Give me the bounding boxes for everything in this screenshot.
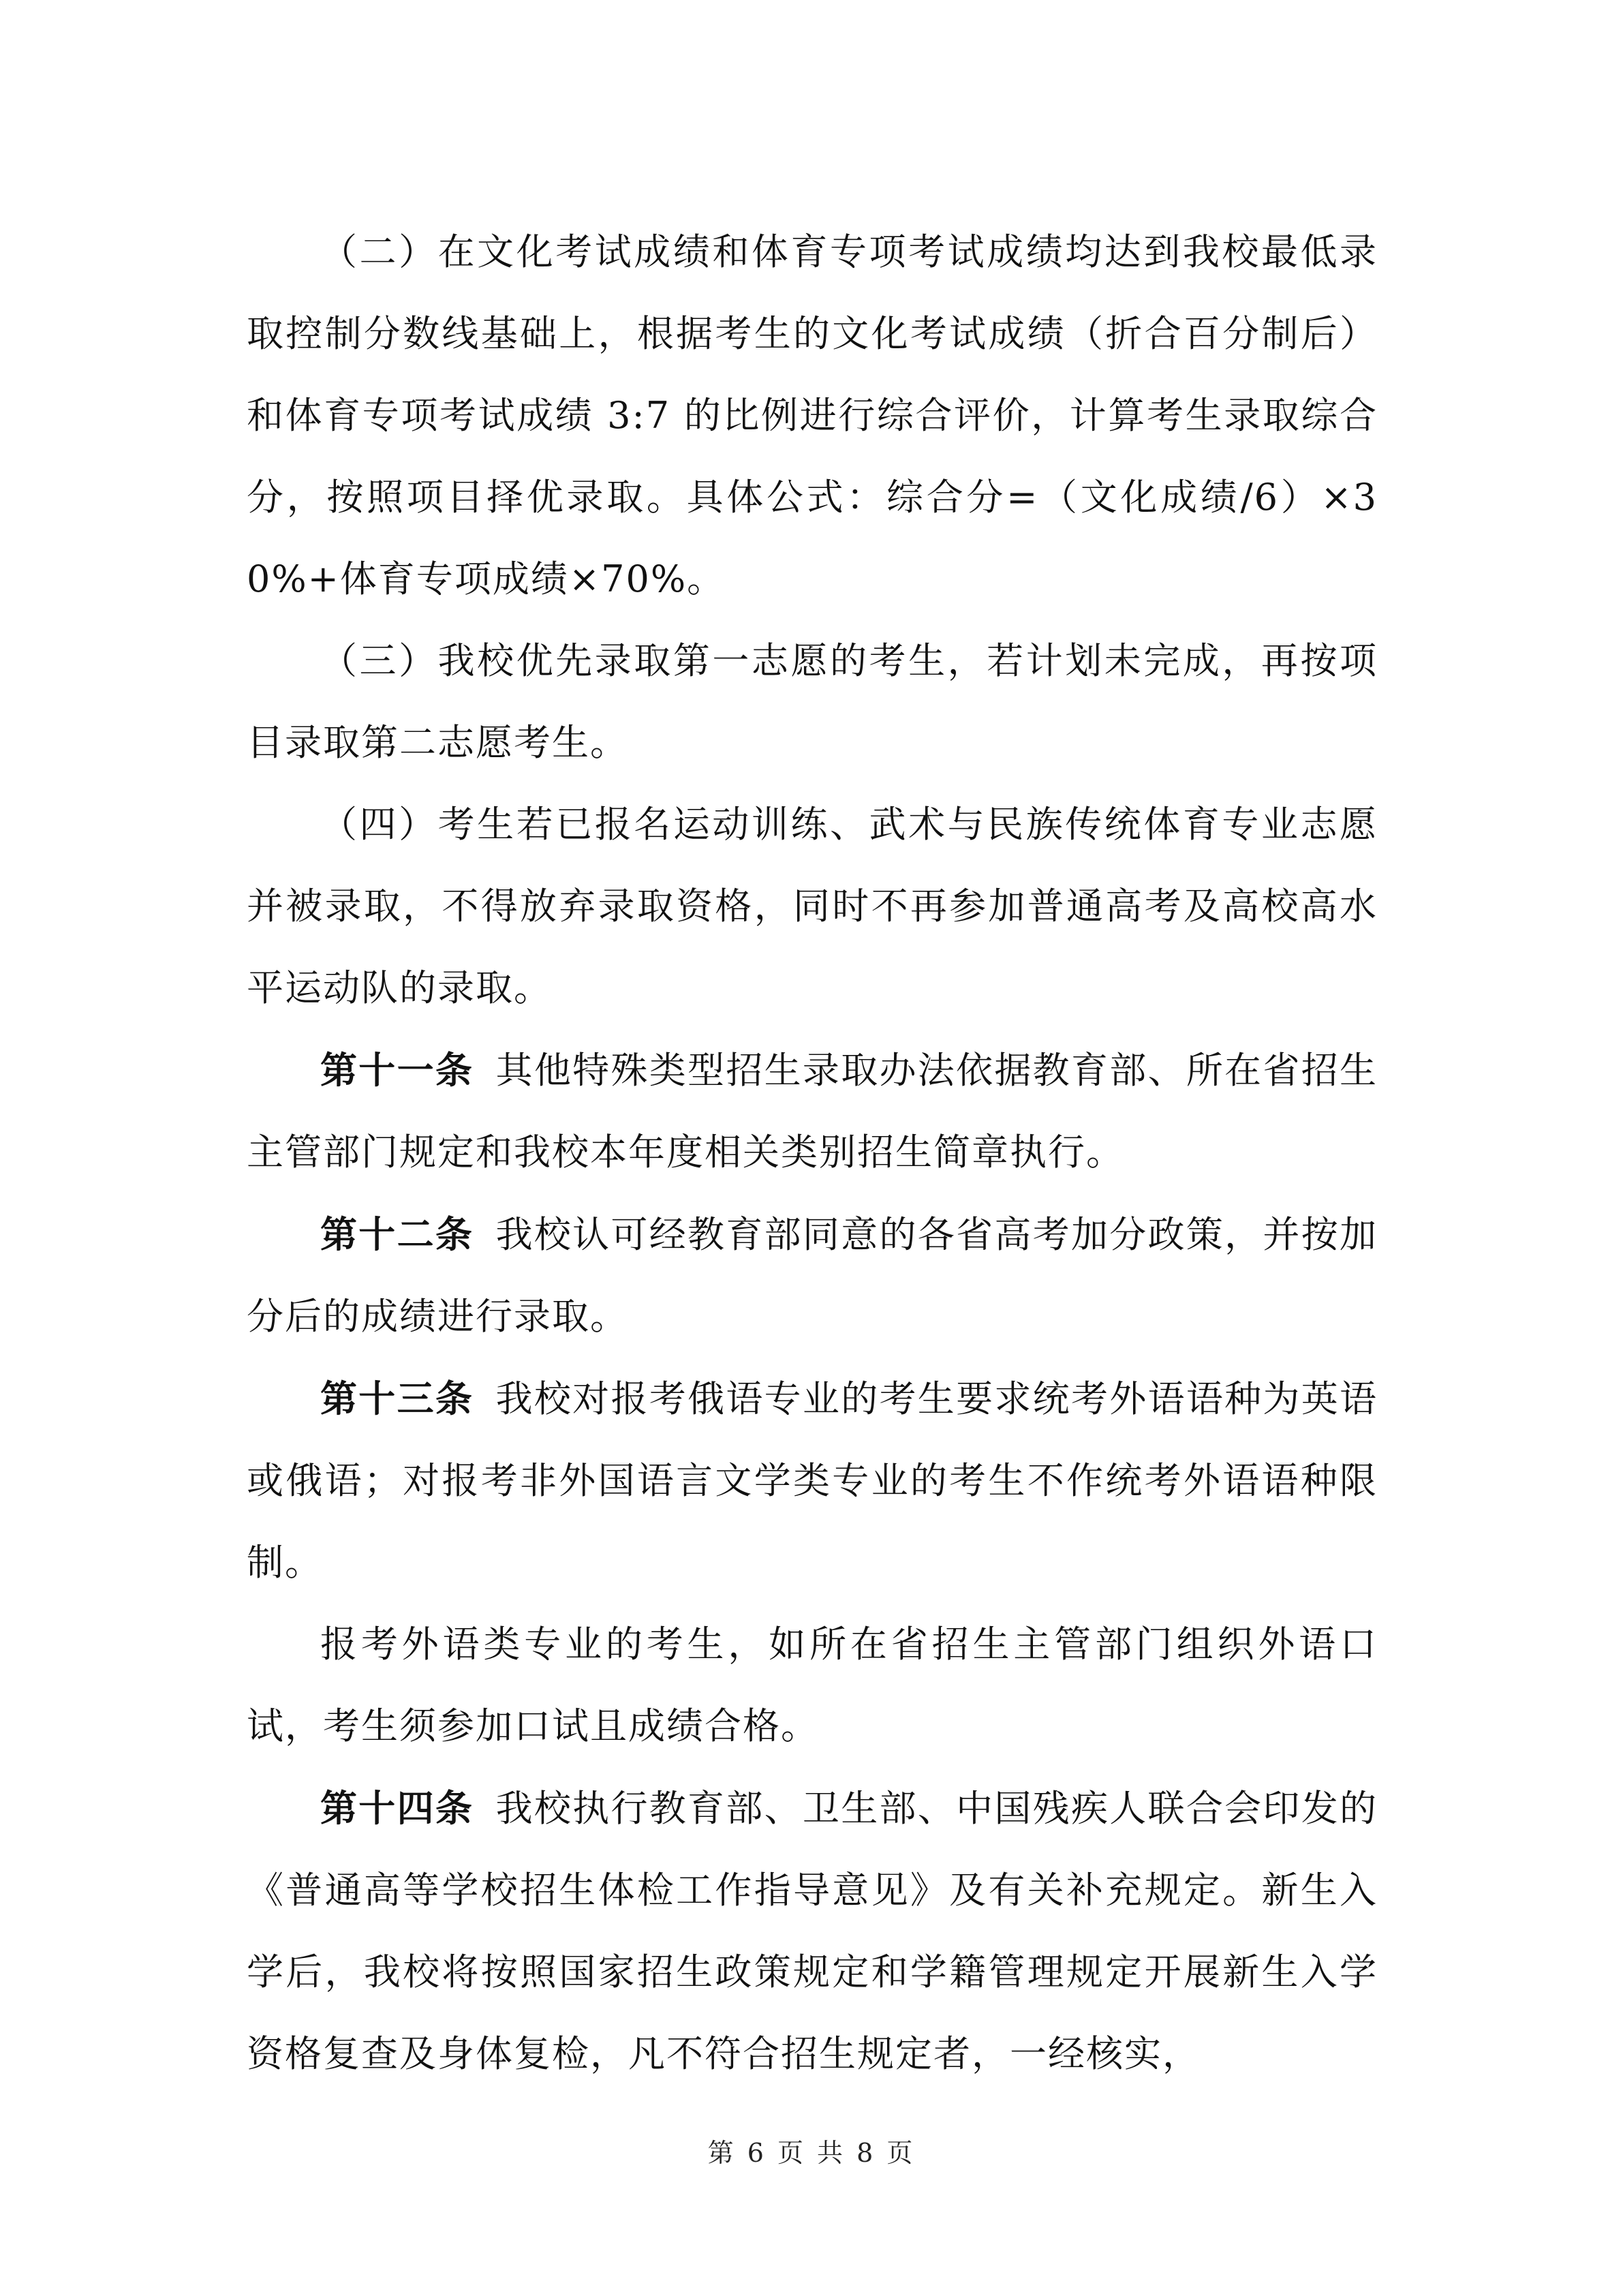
paragraph-text: 报考外语类专业的考生，如所在省招生主管部门组织外语口试，考生须参加口试且成绩合格。	[247, 1623, 1378, 1747]
article-heading: 第十四条	[320, 1786, 474, 1830]
paragraph-item-4-enrollment	[247, 784, 1378, 1029]
document-body	[247, 211, 1378, 2095]
article-text: 我校执行教育部、卫生部、中国残疾人联合会印发的《普通高等学校招生体检工作指导意见》及有关补充规定。新生入学后，我校将按照国家招生政策规定和学籍管理规定开展新生入学资格复查及身体复检，凡不符合招生规定者，一经核实，	[247, 1787, 1378, 2075]
page-number-footer: 第 6 页 共 8 页	[707, 2138, 916, 2168]
article-13	[247, 1358, 1378, 1604]
article-heading: 第十二条	[320, 1212, 474, 1256]
article-text: 其他特殊类型招生录取办法依据教育部、所在省招生主管部门规定和我校本年度相关类别招生简章执行。	[247, 1049, 1378, 1174]
paragraph-item-3-priority	[247, 620, 1378, 784]
article-heading: 第十一条	[320, 1048, 474, 1092]
paragraph-item-2-scoring	[247, 211, 1378, 620]
paragraph-text: （四）考生若已报名运动训练、武术与民族传统体育专业志愿并被录取，不得放弃录取资格，同时不再参加普通高考及高校高水平运动队的录取。	[247, 803, 1378, 1009]
article-12	[247, 1193, 1378, 1358]
paragraph-text: （二）在文化考试成绩和体育专项考试成绩均达到我校最低录取控制分数线基础上，根据考生的文化考试成绩（折合百分制后）和体育专项考试成绩 3:7 的比例进行综合评价，计算考生录取综合分，按照项目择优录取。具体公式：综合分=（文化成绩/6）×30%+体育专项成绩×70%。	[247, 230, 1378, 600]
article-text: 我校对报考俄语专业的考生要求统考外语语种为英语或俄语；对报考非外国语言文学类专业的考生不作统考外语语种限制。	[247, 1377, 1378, 1584]
article-11	[247, 1029, 1378, 1193]
article-14	[247, 1767, 1378, 2095]
article-13-oral-exam	[247, 1604, 1378, 1767]
article-heading: 第十三条	[320, 1377, 474, 1420]
paragraph-text: （三）我校优先录取第一志愿的考生，若计划未完成，再按项目录取第二志愿考生。	[247, 639, 1378, 764]
article-text: 我校认可经教育部同意的各省高考加分政策，并按加分后的成绩进行录取。	[247, 1213, 1378, 1338]
